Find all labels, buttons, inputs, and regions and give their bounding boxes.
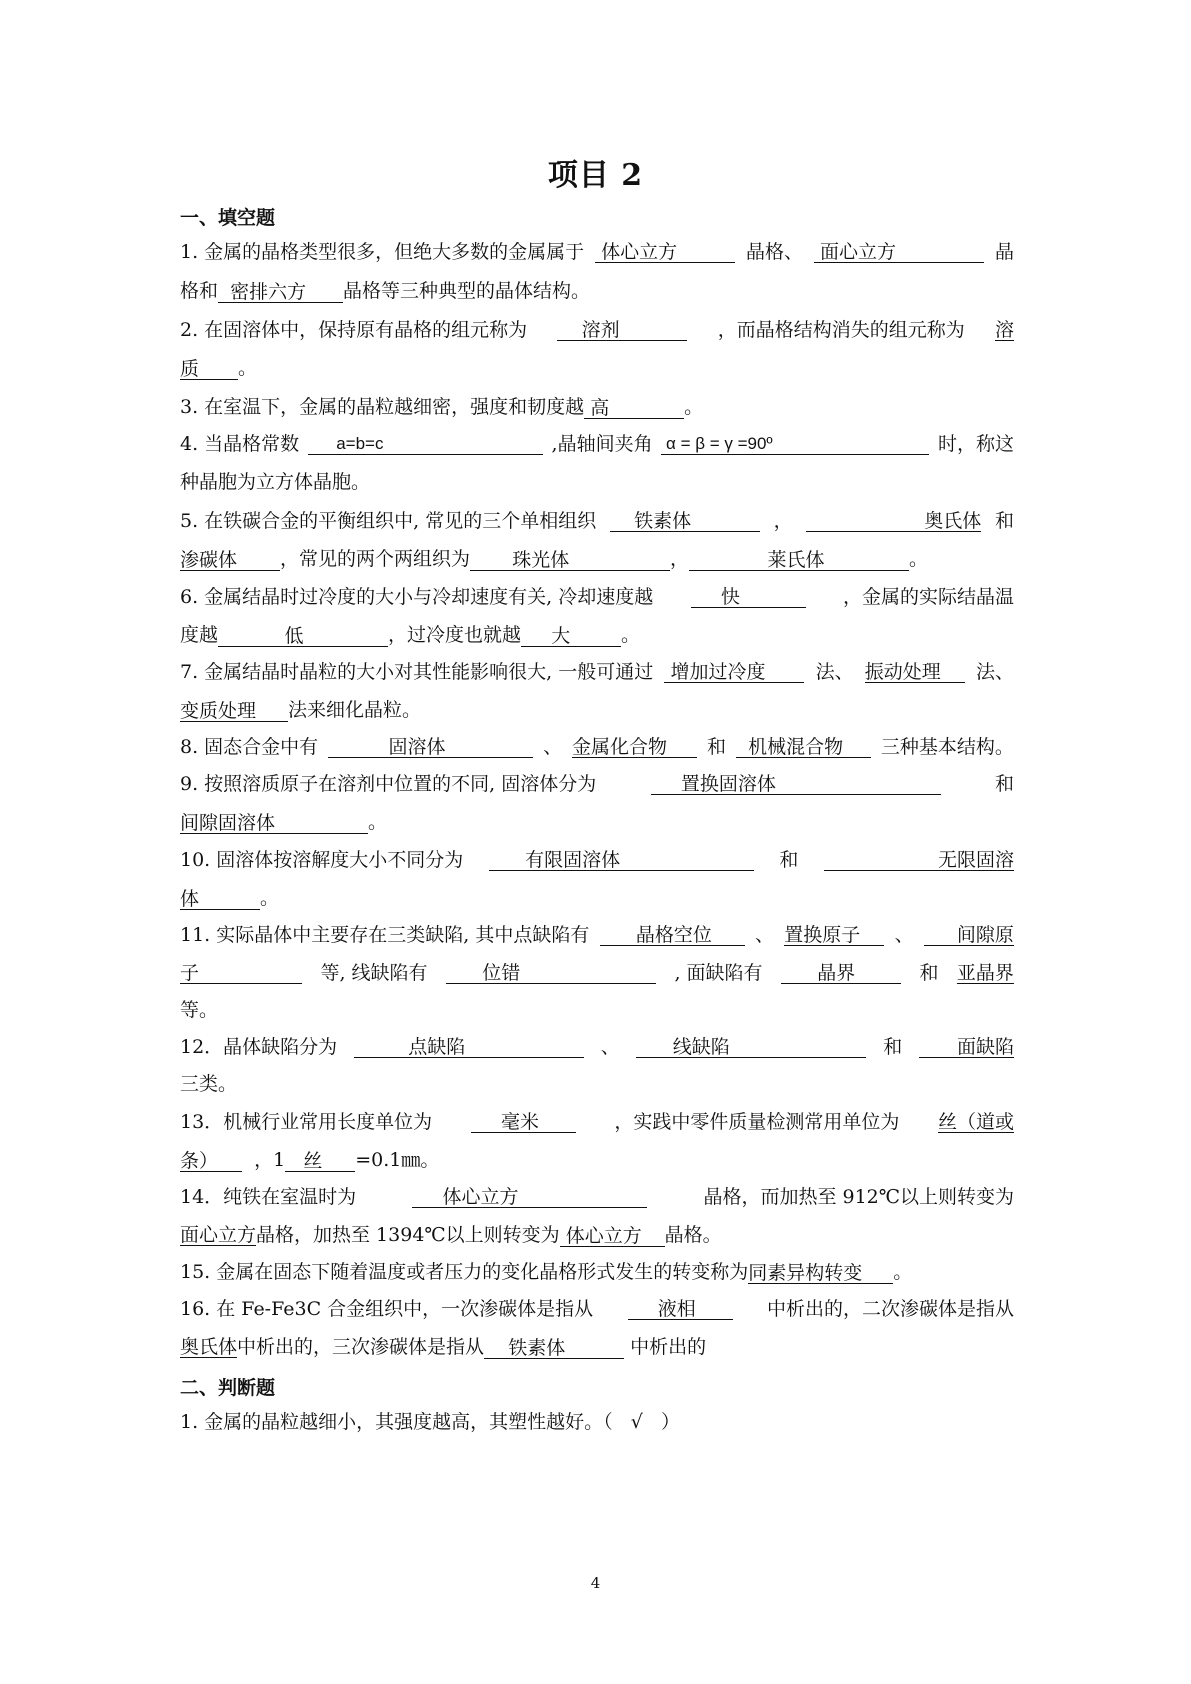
answer-blank: 溶剂 [557, 318, 687, 341]
page-title: 项目 2 [547, 158, 644, 193]
question-11-line-1: 11. 实际晶体中主要存在三类缺陷, 其中点缺陷有 晶格空位 、 置换原子 、 间隙原 [180, 924, 1014, 946]
question-3: 3. 在室温下，金属的晶粒越细密，强度和韧度越 高 。 [180, 396, 704, 419]
question-11-line-3: 等。 [180, 999, 219, 1021]
answer-blank: 置换固溶体 [651, 772, 941, 795]
answer-blank: 振动处理 [865, 660, 965, 683]
question-1-line-1: 1. 金属的晶格类型很多，但绝大多数的金属属于 体心立方 晶格、 面心立方 晶 [180, 241, 1014, 263]
answer-blank: 莱氏体 [689, 548, 909, 571]
answer-blank: 丝（道或 [937, 1111, 1014, 1133]
question-8: 8. 固态合金中有 固溶体 、 金属化合物 和 机械混合物 三种基本结构。 [180, 736, 1014, 758]
answer-blank: 低 [218, 624, 388, 647]
question-7-line-1: 7. 金属结晶时晶粒的大小对其性能影响很大, 一般可通过 增加过冷度 法、 振动处理 法、 [180, 661, 1014, 683]
question-14-line-2: 面心立方晶格，加热至 1394℃以上则转变为 体心立方 晶格。 [180, 1224, 722, 1247]
question-6-line-1: 6. 金属结晶时过冷度的大小与冷却速度有关, 冷却速度越 快 ，金属的实际结晶温 [180, 586, 1014, 608]
answer-blank: 间隙固溶体 [180, 811, 368, 834]
question-14-line-1: 14．纯铁在室温时为 体心立方 晶格，而加热至 912℃以上则转变为 [180, 1186, 1014, 1208]
answer-blank: α = β = γ =90º [661, 432, 929, 455]
answer-blank: 溶 [994, 319, 1014, 341]
answer-blank: 液相 [628, 1297, 733, 1320]
question-16-line-2: 奥氏体中析出的，三次渗碳体是指从 铁素体 中析出的 [180, 1336, 707, 1359]
answer-blank: 晶界 [781, 961, 901, 984]
answer-blank: 线缺陷 [636, 1035, 866, 1058]
answer-blank: 体心立方 [412, 1185, 647, 1208]
answer-blank: 渗碳体 [180, 548, 280, 571]
answer-blank: 毫米 [471, 1110, 576, 1133]
answer-blank: 密排六方 [218, 280, 343, 303]
question-4-line-2: 种晶胞为立方体晶胞。 [180, 471, 371, 493]
answer-blank: 大 [521, 624, 621, 647]
question-12-line-2: 三类。 [180, 1073, 238, 1095]
question-15: 15. 金属在固态下随着温度或者压力的变化晶格形式发生的转变称为同素异构转变 。 [180, 1261, 913, 1284]
check-mark-icon: √ [630, 1411, 643, 1433]
answer-blank: 面心立方 [180, 1224, 257, 1246]
answer-blank: 固溶体 [328, 735, 533, 758]
question-10-line-2: 体 。 [180, 887, 280, 910]
answer-blank: 金属化合物 [572, 735, 697, 758]
answer-blank: 高 [584, 396, 684, 419]
answer-blank: 亚晶界 [956, 962, 1014, 984]
question-9-line-1: 9. 按照溶质原子在溶剂中位置的不同, 固溶体分为 置换固溶体 和 [180, 773, 1014, 795]
answer-blank: 机械混合物 [736, 735, 871, 758]
answer-blank: 晶格空位 [600, 923, 745, 946]
section-heading-true-false: 二、判断题 [180, 1377, 276, 1399]
question-4-line-1: 4. 当晶格常数 a=b=c ,晶轴间夹角 α = β = γ =90º 时，称这 [180, 433, 1014, 455]
answer-blank: 点缺陷 [354, 1035, 584, 1058]
question-12-line-1: 12．晶体缺陷分为 点缺陷 、 线缺陷 和 面缺陷 [180, 1036, 1014, 1058]
answer-blank: 铁素体 [610, 509, 760, 532]
answer-blank: 丝 [285, 1149, 355, 1172]
answer-blank: 同素异构转变 [748, 1261, 893, 1284]
answer-blank: 有限固溶体 [489, 848, 754, 871]
answer-blank: 奥氏体 [806, 509, 981, 532]
question-16-line-1: 16. 在 Fe-Fe3C 合金组织中，一次渗碳体是指从 液相 中析出的，二次渗碳体是指从 [180, 1298, 1014, 1320]
question-1-line-2: 格和 密排六方 晶格等三种典型的晶体结构。 [180, 280, 591, 303]
answer-blank: 变质处理 [180, 699, 288, 722]
answer-blank: 增加过冷度 [664, 660, 804, 683]
page-number: 4 [590, 1574, 601, 1592]
answer-blank: 体心立方 [560, 1224, 665, 1247]
question-2-line-1: 2. 在固溶体中，保持原有晶格的组元称为 溶剂 ，而晶格结构消失的组元称为 溶 [180, 319, 1014, 341]
answer-blank: 面心立方 [814, 240, 984, 263]
answer-blank: 位错 [446, 961, 656, 984]
answer-blank: 铁素体 [484, 1336, 624, 1359]
question-5-line-1: 5. 在铁碳合金的平衡组织中, 常见的三个单相组织 铁素体 ， 奥氏体 和 [180, 510, 1014, 532]
answer-blank: 置换原子 [784, 923, 884, 946]
question-6-line-2: 度越 低 ，过冷度也就越 大 。 [180, 624, 641, 647]
question-10-line-1: 10. 固溶体按溶解度大小不同分为 有限固溶体 和 无限固溶 [180, 849, 1014, 871]
question-13-line-2: 条） ，1 丝 =0.1㎜。 [180, 1149, 440, 1172]
question-13-line-1: 13．机械行业常用长度单位为 毫米 ，实践中零件质量检测常用单位为 丝（道或 [180, 1111, 1014, 1133]
answer-blank: 面缺陷 [919, 1035, 1014, 1058]
answer-blank: 体心立方 [595, 240, 735, 263]
answer-blank: 快 [691, 585, 806, 608]
answer-blank: 无限固溶 [824, 848, 1014, 871]
judge-question-1: 1. 金属的晶粒越细小，其强度越高，其塑性越好。（ √ ） [180, 1411, 681, 1433]
question-7-line-2: 变质处理 法来细化晶粒。 [180, 699, 422, 722]
answer-blank: 奥氏体 [180, 1336, 238, 1358]
section-heading-fill-blank: 一、填空题 [180, 207, 276, 229]
question-9-line-2: 间隙固溶体 。 [180, 811, 388, 834]
answer-blank: 体 [180, 887, 260, 910]
question-5-line-2: 渗碳体 ，常见的两个两组织为 珠光体 ， 莱氏体 。 [180, 548, 929, 571]
question-11-line-2: 子 等, 线缺陷有 位错 , 面缺陷有 晶界 和 亚晶界 [180, 962, 1014, 984]
answer-blank: 珠光体 [470, 548, 670, 571]
question-2-line-2: 质 。 [180, 357, 258, 380]
answer-blank: 子 [180, 961, 302, 984]
answer-blank: a=b=c [308, 432, 543, 455]
answer-blank: 间隙原 [924, 923, 1014, 946]
answer-blank: 质 [180, 357, 238, 380]
answer-blank: 条） [180, 1149, 242, 1172]
